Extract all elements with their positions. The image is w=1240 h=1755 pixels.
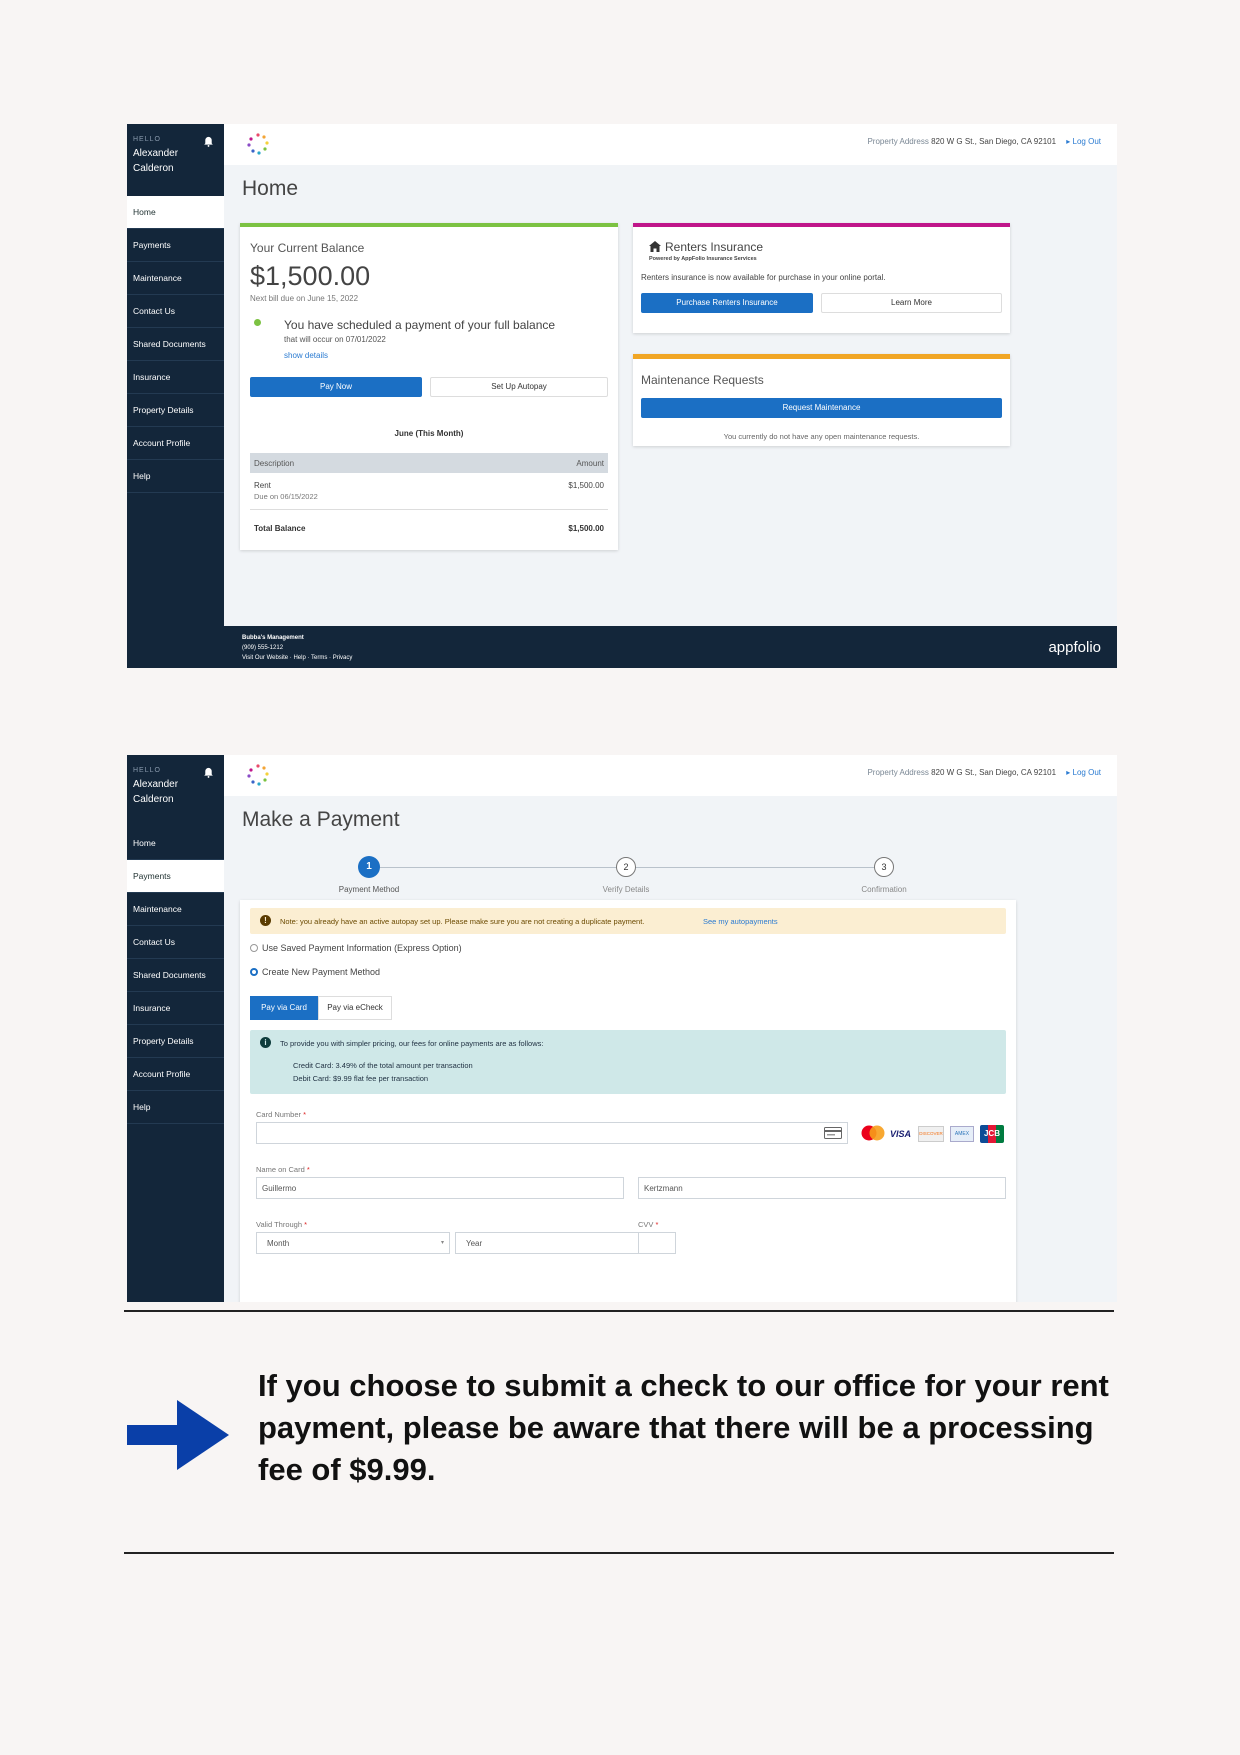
month-select-value: Month <box>267 1239 290 1248</box>
tab-pay-via-echeck[interactable]: Pay via eCheck <box>318 996 392 1020</box>
sidebar-item-insurance[interactable]: Insurance <box>127 361 224 394</box>
top-bar <box>224 124 1117 165</box>
brand-logo-icon <box>246 132 270 156</box>
autopay-link[interactable]: See my autopayments <box>703 917 778 926</box>
card-number-input[interactable] <box>256 1122 848 1144</box>
user-last-name: Calderon <box>133 163 174 174</box>
sidebar-item-payments[interactable]: Payments <box>127 229 224 262</box>
user-last-name: Calderon <box>133 794 174 805</box>
home-icon <box>649 241 661 252</box>
maintenance-empty: You currently do not have any open maintenance requests. <box>723 432 920 441</box>
sidebar-item-shared-documents[interactable]: Shared Documents <box>127 959 224 992</box>
sidebar-item-property-details[interactable]: Property Details <box>127 1025 224 1058</box>
amex-icon: AMEX <box>950 1126 974 1142</box>
fees-info <box>250 1030 1006 1094</box>
property-label: Property Address <box>867 137 929 146</box>
autopay-note <box>250 908 1006 934</box>
page-title: Make a Payment <box>242 808 400 831</box>
sidebar-item-insurance[interactable]: Insurance <box>127 992 224 1025</box>
autopay-button[interactable]: Set Up Autopay <box>430 377 608 397</box>
status-dot <box>254 319 261 326</box>
sidebar-item-help[interactable]: Help <box>127 460 224 493</box>
chevron-down-icon: ▾ <box>440 1240 444 1246</box>
first-name-input[interactable] <box>256 1177 624 1199</box>
hello-label: HELLO <box>133 767 161 774</box>
bell-icon[interactable] <box>203 767 214 778</box>
step-3-label: Confirmation <box>861 885 907 894</box>
jcb-icon: JCB <box>980 1125 1004 1143</box>
insurance-powered: Powered by AppFolio Insurance Services <box>649 256 757 262</box>
home-screenshot <box>127 124 1117 668</box>
logout-link[interactable]: ▸ Log Out <box>1066 768 1101 777</box>
payment-screenshot <box>127 755 1117 1302</box>
user-first-name: Alexander <box>133 779 179 790</box>
sidebar-item-contact-us[interactable]: Contact Us <box>127 295 224 328</box>
sidebar-item-maintenance[interactable]: Maintenance <box>127 262 224 295</box>
footer-company: Bubba's Management <box>242 635 304 641</box>
user-greeting <box>127 124 224 196</box>
footer <box>224 626 1117 668</box>
property-address <box>867 768 1101 777</box>
maintenance-card <box>633 354 1010 446</box>
balance-amount: $1,500.00 <box>250 261 371 291</box>
autopay-note-text: Note: you already have an active autopay set up. Please make sure you are not creating a duplicate payment. <box>280 917 645 926</box>
balance-heading: Your Current Balance <box>250 241 365 255</box>
sidebar-nav <box>127 196 224 493</box>
show-details-link[interactable]: show details <box>284 351 329 360</box>
learn-more-button[interactable]: Learn More <box>821 293 1002 313</box>
valid-label-text: Valid Through <box>256 1220 303 1229</box>
visa-icon: VISA <box>890 1129 912 1139</box>
name-label: Name on Card * <box>256 1165 310 1174</box>
new-payment-radio[interactable] <box>250 968 258 976</box>
appfolio-logo: appfolio <box>1048 639 1101 656</box>
cvv-input[interactable] <box>638 1232 676 1254</box>
tab-pay-via-card[interactable]: Pay via Card <box>250 996 318 1020</box>
sidebar-item-property-details[interactable]: Property Details <box>127 394 224 427</box>
total-amount: $1,500.00 <box>568 524 604 533</box>
row-rent: Rent <box>254 481 271 490</box>
hello-label: HELLO <box>133 136 161 143</box>
step-3-circle: 3 <box>874 857 894 877</box>
year-select[interactable] <box>455 1232 649 1254</box>
valid-label: Valid Through * <box>256 1220 308 1229</box>
insurance-heading: Renters Insurance <box>665 240 764 254</box>
bell-icon[interactable] <box>203 136 214 147</box>
year-select-value: Year <box>466 1239 483 1248</box>
row-rent-amount: $1,500.00 <box>568 481 604 490</box>
sidebar-item-home[interactable]: Home <box>127 827 224 860</box>
col-description: Description <box>254 459 295 468</box>
table-header <box>250 453 608 473</box>
card-number-label-text: Card Number <box>256 1110 302 1119</box>
sidebar-item-payments[interactable]: Payments <box>127 860 224 893</box>
saved-payment-radio[interactable] <box>250 944 258 952</box>
fee-credit: Credit Card: 3.49% of the total amount per transaction <box>293 1061 473 1070</box>
insurance-desc: Renters insurance is now available for purchase in your online portal. <box>641 273 886 282</box>
row-rent-due: Due on 06/15/2022 <box>254 492 318 501</box>
purchase-insurance-button[interactable]: Purchase Renters Insurance <box>641 293 813 313</box>
sidebar-item-account-profile[interactable]: Account Profile <box>127 1058 224 1091</box>
col-amount: Amount <box>576 459 604 468</box>
top-bar <box>224 755 1117 796</box>
balance-card <box>240 223 618 550</box>
logout-label: Log Out <box>1072 137 1101 146</box>
divider <box>250 509 608 510</box>
sidebar-item-help[interactable]: Help <box>127 1091 224 1124</box>
property-label: Property Address <box>867 768 929 777</box>
page-title: Home <box>242 177 299 200</box>
main-content <box>224 755 1117 1302</box>
new-payment-label: Create New Payment Method <box>262 967 381 977</box>
next-due: Next bill due on June 15, 2022 <box>250 294 359 303</box>
property-address <box>867 137 1101 146</box>
fee-debit: Debit Card: $9.99 flat fee per transaction <box>293 1074 429 1083</box>
property-value: 820 W G St., San Diego, CA 92101 <box>931 768 1057 777</box>
footer-links[interactable]: Visit Our Website · Help · Terms · Privacy <box>242 655 353 661</box>
brand-logo-icon <box>246 763 270 787</box>
main-content <box>224 124 1117 668</box>
footer-phone: (909) 555-1212 <box>242 645 284 651</box>
last-name-input[interactable] <box>638 1177 1006 1199</box>
sidebar-nav <box>127 827 224 1124</box>
cvv-label: CVV * <box>638 1220 659 1229</box>
user-greeting <box>127 755 224 827</box>
logout-link[interactable]: ▸ Log Out <box>1066 137 1101 146</box>
step-2-label: Verify Details <box>602 885 650 894</box>
warning-icon: ! <box>260 915 271 926</box>
discover-icon: DISCOVER <box>918 1126 944 1142</box>
name-label-text: Name on Card <box>256 1165 305 1174</box>
sidebar-item-maintenance[interactable]: Maintenance <box>127 893 224 926</box>
step-1-circle: 1 <box>358 856 380 878</box>
step-1-label: Payment Method <box>338 885 400 894</box>
insurance-card <box>633 223 1010 333</box>
sidebar-item-shared-documents[interactable]: Shared Documents <box>127 328 224 361</box>
user-first-name: Alexander <box>133 148 179 159</box>
month-label: June (This Month) <box>394 429 464 438</box>
month-select[interactable] <box>256 1232 450 1254</box>
request-maintenance-button[interactable]: Request Maintenance <box>641 398 1002 418</box>
processing-fee-notice: If you choose to submit a check to our office for your rent payment, please be aware that there will be a processing fee of $9.99. <box>258 1368 1109 1487</box>
divider-top <box>124 1310 1114 1312</box>
info-icon: i <box>260 1037 271 1048</box>
property-value: 820 W G St., San Diego, CA 92101 <box>931 137 1057 146</box>
step-2-circle: 2 <box>616 857 636 877</box>
scheduled-text: You have scheduled a payment of your full balance <box>284 318 556 332</box>
card-number-label: Card Number * <box>256 1110 307 1119</box>
payment-form-card <box>240 900 1016 1302</box>
mastercard-icon <box>860 1124 886 1142</box>
pay-now-button[interactable]: Pay Now <box>250 377 422 397</box>
logout-label: Log Out <box>1072 768 1101 777</box>
arrow-right-icon <box>127 1400 229 1470</box>
saved-payment-label: Use Saved Payment Information (Express Option) <box>262 943 462 953</box>
fees-intro: To provide you with simpler pricing, our fees for online payments are as follows: <box>280 1039 544 1048</box>
scheduled-date: that will occur on 07/01/2022 <box>284 335 386 344</box>
sidebar-item-account-profile[interactable]: Account Profile <box>127 427 224 460</box>
maintenance-heading: Maintenance Requests <box>641 373 764 387</box>
sidebar-item-home[interactable]: Home <box>127 196 224 229</box>
divider-bottom <box>124 1552 1114 1554</box>
sidebar-item-contact-us[interactable]: Contact Us <box>127 926 224 959</box>
total-label: Total Balance <box>254 524 306 533</box>
sidebar <box>127 755 224 1302</box>
card-icon <box>824 1127 842 1139</box>
sidebar <box>127 124 224 668</box>
cvv-label-text: CVV <box>638 1220 654 1229</box>
